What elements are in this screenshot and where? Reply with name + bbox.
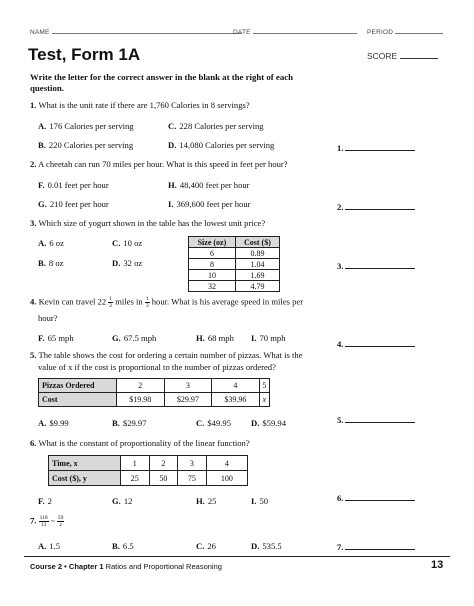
option-4g[interactable] [112,333,156,343]
option-4h[interactable] [196,333,234,343]
yogurt-table [188,236,280,292]
answer-blank-6[interactable] [337,492,415,503]
question-number: 6. [30,438,37,448]
table-header-row [189,237,280,248]
option-3d[interactable] [112,258,142,268]
fraction-one-third [145,296,150,309]
option-letter: C. [196,418,205,428]
instructions: Write the letter for the correct answer in the blank at the right of each question. [30,72,294,93]
fraction-one-half [108,296,113,309]
fraction-right [57,515,65,528]
option-text: 6 oz [49,238,64,248]
option-text: 25 [207,496,217,506]
question-text: What is the constant of proportionality of the linear function? [38,438,250,448]
blank-number: 5. [337,415,344,425]
question-number: 3. [30,218,37,228]
date-field[interactable] [233,27,357,36]
page-title: Test, Form 1A [28,45,141,64]
table-row [39,393,270,407]
row-header: Time, x [49,456,121,471]
question-text: Which size of yogurt shown in the table has the lowest unit price? [38,218,266,228]
table-cell: 0.89 [235,248,279,259]
table-cell: 2 [149,456,178,471]
question-text: A cheetah can run 70 miles per hour. What is this speed in feet per hour? [38,159,288,169]
option-letter: G. [112,333,121,343]
option-5c[interactable] [196,418,231,428]
question-1 [30,100,250,110]
option-1d[interactable] [168,140,274,150]
option-letter: I. [251,496,257,506]
footer-course [30,562,222,571]
question-number: 1. [30,100,37,110]
option-text: 14,080 Calories per serving [179,140,275,150]
table-cell: 32 [189,281,236,292]
answer-blank-5[interactable] [337,414,415,425]
option-letter: F. [38,180,45,190]
table-cell: 25 [121,471,150,486]
option-text: 10 oz [123,238,143,248]
option-text: $49.95 [207,418,231,428]
option-letter: G. [112,496,121,506]
blank-number: 2. [337,202,344,212]
question-number: 4. [30,296,37,307]
option-text: 0.01 feet per hour [47,180,109,190]
table-cell: 5 [259,379,269,393]
fraction-left [39,515,49,528]
option-text: 67.5 mph [123,333,157,343]
course-label: Course 2 • [30,562,67,571]
table-cell: 100 [206,471,247,486]
table-row [39,379,270,393]
option-letter: F. [38,496,45,506]
option-6h[interactable] [196,496,216,506]
table-cell: x [259,393,269,407]
period-label: PERIOD [367,29,394,36]
option-letter: B. [112,541,120,551]
name-label: NAME [30,29,50,36]
option-letter: A. [38,238,47,248]
question-text-c: hour. What is his average speed in miles per [151,296,304,307]
option-letter: C. [168,121,177,131]
option-text: 1.5 [49,541,61,551]
table-cell: 6 [189,248,236,259]
option-letter: D. [112,258,121,268]
page-number: 13 [431,559,444,571]
table-cell: 1.69 [235,270,279,281]
option-letter: C. [196,541,205,551]
option-5a[interactable] [38,418,69,428]
table-cell: 4 [212,379,260,393]
table-cell: 3 [178,456,207,471]
fraction-denominator: 13 [40,522,47,528]
question-number: 5. [30,350,37,360]
question-text: The table shows the cost for ordering a certain number of pizzas. What is the [38,350,303,360]
name-field[interactable] [30,27,242,36]
chapter-label: Chapter 1 [68,562,104,571]
option-7d[interactable] [251,541,282,551]
question-4-continued: hour? [38,313,58,323]
answer-blank-4[interactable] [337,338,415,349]
option-text: 8 oz [48,258,64,268]
table-cell: 4 [206,456,247,471]
table-cell: 3 [164,379,212,393]
option-6f[interactable] [38,496,52,506]
option-letter: B. [38,258,46,268]
row-header: Pizzas Ordered [39,379,117,393]
fraction-numerator: 1 [145,296,149,302]
table-cell: 1 [121,456,150,471]
option-1c[interactable] [168,121,264,131]
proportionality-table [48,455,248,486]
option-3a[interactable] [38,238,64,248]
question-text-b: miles in [115,296,143,307]
chapter-title: Ratios and Proportional Reasoning [105,562,222,571]
fraction-denominator: z [59,522,62,528]
question-5 [30,350,302,360]
option-letter: D. [251,418,260,428]
option-letter: G. [38,199,47,209]
option-letter: A. [38,121,47,131]
option-letter: D. [251,541,260,551]
table-row [189,248,280,259]
option-3b[interactable] [38,258,63,268]
footer-divider [24,556,450,557]
question-text: What is the unit rate if there are 1,760 Calories in 8 servings? [38,100,250,110]
option-text: 48,400 feet per hour [179,180,250,190]
option-text: 65 mph [47,333,74,343]
table-row [189,259,280,270]
option-text: 2 [47,496,52,506]
option-1a[interactable] [38,121,134,131]
option-letter: F. [38,333,45,343]
row-header: Cost [39,393,117,407]
score-label: SCORE [367,51,398,61]
fraction-numerator: 118 [39,515,48,521]
table-cell: 75 [178,471,207,486]
blank-number: 1. [337,143,344,153]
question-4 [30,296,303,309]
option-3c[interactable] [112,238,142,248]
period-field[interactable] [367,27,443,36]
option-7c[interactable] [196,541,216,551]
option-6g[interactable] [112,496,132,506]
option-letter: D. [168,140,177,150]
fraction-denominator: 3 [145,303,149,309]
option-2h[interactable] [168,180,250,190]
table-cell: 1.04 [235,259,279,270]
option-text: 32 oz [123,258,143,268]
fraction-numerator: 1 [109,296,113,302]
option-letter: C. [112,238,121,248]
option-4f[interactable] [38,333,74,343]
row-header: Cost ($), y [49,471,121,486]
question-number: 7. [30,515,37,526]
option-2f[interactable] [38,180,109,190]
blank-number: 6. [337,493,344,503]
blank-number: 4. [337,339,344,349]
answer-blank-1[interactable] [337,142,415,153]
question-3 [30,218,265,228]
table-cell: $29.97 [164,393,212,407]
option-text: 12 [123,496,133,506]
option-2g[interactable] [38,199,109,209]
table-cell: $39.96 [212,393,260,407]
table-row [189,281,280,292]
option-7b[interactable] [112,541,134,551]
option-text: $59.94 [262,418,286,428]
column-header: Cost ($) [235,237,279,248]
blank-number: 3. [337,261,344,271]
question-6 [30,438,250,448]
option-text: $9.99 [49,418,69,428]
question-7 [30,515,64,528]
option-text: 228 Calories per serving [179,121,264,131]
option-text: 26 [207,541,216,551]
option-2i[interactable] [168,199,250,209]
question-5-continued: value of x if the cost is proportional to the number of pizzas ordered? [38,362,276,372]
option-letter: H. [196,496,205,506]
option-letter: A. [38,541,47,551]
table-cell: 50 [149,471,178,486]
option-letter: I. [251,333,257,343]
option-letter: H. [196,333,205,343]
option-letter: B. [38,140,46,150]
option-text: 50 [259,496,269,506]
option-text: 220 Calories per serving [48,140,134,150]
question-text-a: Kevin can travel 22 [38,296,107,307]
option-5b[interactable] [112,418,147,428]
option-text: 176 Calories per serving [49,121,134,131]
table-cell: $19.98 [117,393,165,407]
table-cell: 8 [189,259,236,270]
date-label: DATE [233,29,251,36]
option-text: 68 mph [207,333,234,343]
table-row [49,456,248,471]
option-letter: A. [38,418,47,428]
pizza-table [38,378,270,407]
blank-number: 7. [337,542,344,552]
answer-blank-2[interactable] [337,201,415,212]
option-letter: I. [168,199,174,209]
question-2 [30,159,288,169]
equals-sign: = [50,517,55,526]
table-cell: 4.79 [235,281,279,292]
option-6i[interactable] [251,496,268,506]
option-4i[interactable] [251,333,286,343]
fraction-denominator: 2 [109,303,113,309]
option-text: 210 feet per hour [49,199,109,209]
answer-blank-3[interactable] [337,260,415,271]
option-1b[interactable] [38,140,133,150]
table-cell: 2 [117,379,165,393]
table-row [189,270,280,281]
question-number: 2. [30,159,37,169]
option-5d[interactable] [251,418,286,428]
fraction-numerator: 59 [57,515,64,521]
table-row [49,471,248,486]
option-text: $29.97 [122,418,147,428]
answer-blank-7[interactable] [337,541,415,552]
option-7a[interactable] [38,541,60,551]
table-cell: 10 [189,270,236,281]
option-text: 6.5 [122,541,134,551]
option-text: 369,600 feet per hour [176,199,251,209]
option-text: 70 mph [259,333,286,343]
score-field[interactable] [367,51,438,61]
option-text: 535.5 [262,541,282,551]
option-letter: H. [168,180,177,190]
column-header: Size (oz) [189,237,236,248]
option-letter: B. [112,418,120,428]
